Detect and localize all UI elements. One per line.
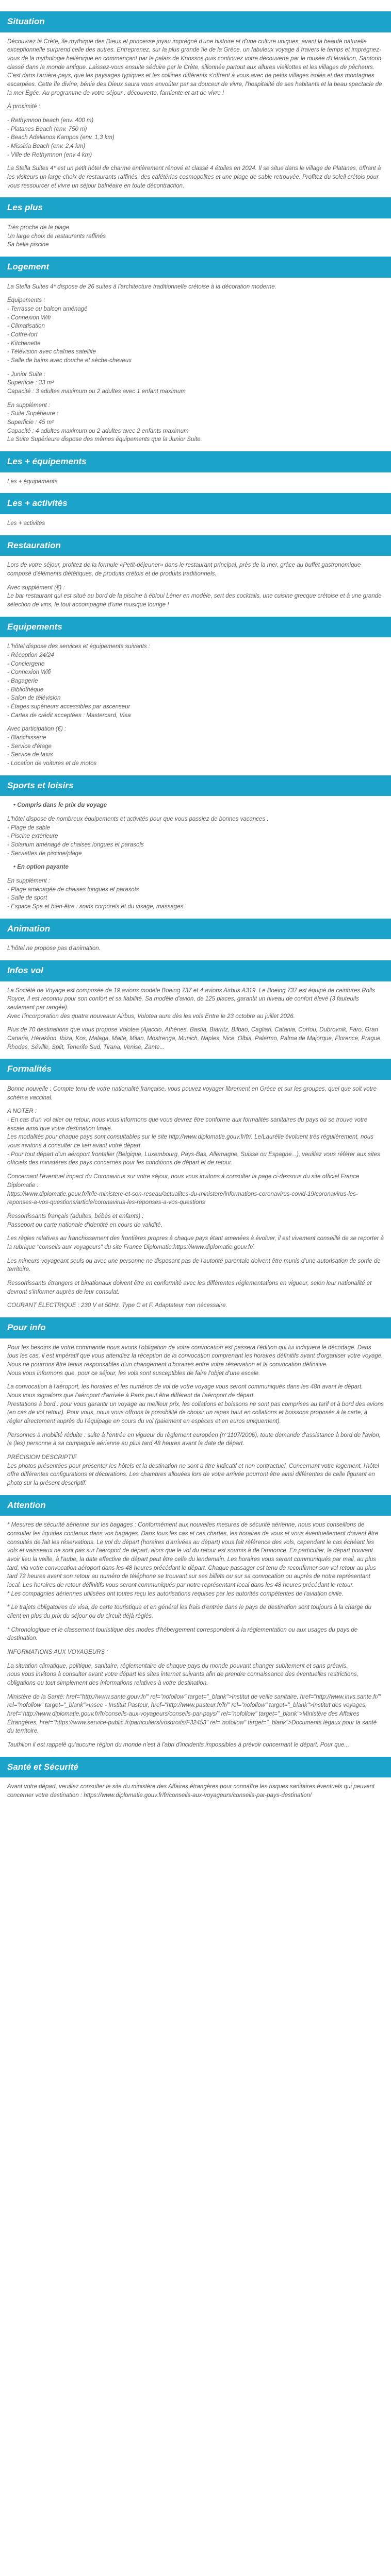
section-body-equipements: [0, 642, 391, 768]
section-paragraph: PRÉCISION DESCRIPTIF Les photos présentées pour présenter les hôtels et la destination ne sont à titre indicatif et non contractuel. Concernant votre logement, l'hôtel offre différentes configurations et décorations. Les chambres allouées lors de votre arrivée pourront être ainsi différentes de celle figurant en photo sur la présent descriptif.: [7, 1454, 379, 1486]
section-paragraph: Plus de 70 destinations que vous propose Volotea (Ajaccio, Athènes, Bastia, Biarritz, Bilbao, Cagliari, Catania, Corfou, Dubrovnik, Faro, Gran Canaria, Héraklion, Ibiza, Kos, Malaga, Malte, Milan, Mostrenga, Munich, Naples, Nice, Olbia, Palermo, Palma de Majorque, Florence, Prague, Rhodes, Séville, Split, Tenerife Sud, Tirana, Venise, Zante...: [7, 1027, 382, 1050]
section-paragraph: Les règles relatives au franchissement des frontières propres à chaque pays étant amenées à évoluer, il est vivement conseillé de se reporter à la rubrique "conseils aux voyageurs" du site France Diplomatie:https://www.diplomatie.gouv.fr/.: [7, 1235, 384, 1250]
section-paragraph: * Mesures de sécurité aérienne sur les bagages : Conformément aux nouvelles mesures de sécurité aérienne, nous vous conseillons de consulter les liquides contenus dans vos bagages. Dans tous les cas et ces chartes, les horaires de vous et vous éventuellement doivent être consultés de fait les réservations. Le vol du départ (horaires d'arrivées au départ) vous fait référence des vols, cependant le cas échéant les vols et vaisseaux ne sont pas sur l'aéroport de départ, alors que le vol du retour est soumis à de l'annonce. En particulier, le départ pouvant avoir lieu la veille, à l'aube, la date effective de départ peut être celle du lendemain. Les horaires vous seront communiqués par mail, au plus tard, via votre convocation aéroport dans les 48 heures précédant le départ. Chaque passager est tenu de reconfirmer son vol retour au plus tard 72 heures avant son retour au numéro de téléphone se trouvant sur ses billets ou sur sa convocation ou auprès de notre représentant local. Les horaires de retour définitifs vous seront communiqués par notre représentant local dans les 48 heures précédant le retour. * Les compagnies aériennes utilisées ont toutes reçu les autorisations requises par les autorités compétentes de l'aviation civile.: [7, 1522, 379, 1597]
section-paragraph: Les + activités: [7, 520, 45, 527]
section-paragraph: En supplément : - Plage aménagée de chaises longues et parasols - Salle de sport - Espace Spa et bien-être : soins corporels et du visage, massages.: [7, 878, 185, 910]
section-body-sante-et-securite: [0, 1783, 391, 1800]
section-paragraph: COURANT ÉLECTRIQUE : 230 V et 50Hz. Type C et F. Adaptateur non nécessaire.: [7, 1302, 227, 1309]
section-header-situation: Situation: [0, 11, 391, 32]
section-paragraph: • Compris dans le prix du voyage: [13, 802, 107, 809]
section-paragraph: L'hôtel ne propose pas d'animation.: [7, 945, 101, 952]
section-paragraph: Lors de votre séjour, profitez de la formule «Petit-déjeuner» dans le restaurant principal, près de la mer, grâce au buffet gastronomique composé d'éléments diététiques, de produits crétois et de produits traditionnels.: [7, 562, 361, 578]
section-paragraph: Personnes à mobilité réduite : suite à l'entrée en vigueur du règlement européen (n°1107/2006), toute demande d'assistance à bord de l'avion, la (les) personne à sa compagnie aérienne au plus tard 48 heures avant la date de départ.: [7, 1432, 381, 1447]
section-header-les-activites: Les + activités: [0, 493, 391, 514]
section-header-les-equipements: Les + équipements: [0, 451, 391, 472]
section-body-sports-et-loisirs: [0, 801, 391, 911]
section-header-animation: Animation: [0, 919, 391, 940]
section-paragraph: Bonne nouvelle : Compte tenu de votre nationalité française, vous pouvez voyager librement en Grèce et sur les groupes, quel que soit votre schéma vaccinal.: [7, 1086, 377, 1101]
section-paragraph: Très proche de la plage Un large choix de restaurants raffinés Sa belle piscine: [7, 225, 106, 248]
section-header-infos-vol: Infos vol: [0, 960, 391, 981]
section-body-restauration: [0, 561, 391, 609]
section-paragraph: En supplément : - Suite Supérieure : Superficie : 45 m² Capacité : 4 adultes maximum ou 2 adultes avec 2 enfants maximum La Suite Supérieure dispose des mêmes équipements que la Junior Suite.: [7, 402, 202, 443]
section-paragraph: • En option payante: [13, 864, 69, 871]
section-header-les-plus: Les plus: [0, 197, 391, 218]
section-paragraph: Ministère de la Santé: href="http://www.sante.gouv.fr/" rel="nofollow" target="_blank">Institut de veille sanitaire, href="http://www.invs.sante.fr/" rel="nofollow" target="_blank">Insee - Institut Pasteur, href="http://www.pasteur.fr/fr/" rel="nofollow" target="_blank">Institut des voyages, href="http://www.diplomatie.gouv.fr/fr/conseils-aux-voyageurs/conseils-par-pays/" rel="nofollow" target="_blank">Ministère des Affaires Étrangères, href="https://www.service-public.fr/particuliers/vosdroits/F32453" rel="nofollow" target="_blank">Documents légaux pour la santé du territoire.: [7, 1693, 381, 1735]
section-body-animation: [0, 944, 391, 953]
section-body-pour-info: [0, 1344, 391, 1488]
section-header-formalites: Formalités: [0, 1059, 391, 1080]
section-paragraph: La Société de Voyage est composée de 19 avions modèle Boeing 737 et 4 avions Airbus A319. Le Boeing 737 est équipé de ceintures Rolls Royce, il est reconnu pour son confort et sa fiabilité. Sa modèle d'avion, de 125 places, garantit un niveau de confort élevé (3 fauteuils seulement par rangée). Avec l'incorporation des quatre nouveaux Airbus, Volotea aura dès les vols Entre le 23 octobre au juillet 2026.: [7, 987, 375, 1020]
section-paragraph: À proximité :: [7, 104, 40, 110]
section-body-infos-vol: [0, 987, 391, 1052]
section-paragraph: Avant votre départ, veuillez consulter le site du ministère des Affaires étrangères pour connaître les risques sanitaires éventuels qui peuvent concerner votre destination : https://www.diplomatie.gouv.fr/fr/conseils-aux-voyageurs/conseils-par-pays-destination/: [7, 1784, 375, 1799]
section-body-attention: [0, 1521, 391, 1749]
section-paragraph: La Stella Suites 4* est un petit hôtel de charme entièrement rénové et classé 4 étoiles en 2024. Il se situe dans le village de Platanes, offrant à les visiteurs un large choix de restaurants raffinés, des cafétérias cosmopolites et une plage de sable retrouvée. Profitez du soleil crétois pour vous ressourcer et vivre un séjour balnéaire en toute décontraction.: [7, 165, 381, 189]
section-paragraph: Tauthlion il est rappelé qu'aucune région du monde n'est à l'abri d'incidents impossibles à prévoir concernant le départ. Pour que...: [7, 1742, 349, 1749]
section-paragraph: La Stella Suites 4* dispose de 26 suites à l'architecture traditionnelle crétoise à la décoration moderne.: [7, 283, 276, 290]
section-paragraph: * Chronologique et le classement touristique des modes d'hébergement correspondent à la réglementation ou aux usages du pays de destination.: [7, 1626, 358, 1642]
section-body-formalites: [0, 1085, 391, 1310]
section-paragraph: L'hôtel dispose de nombreux équipements et activités pour que vous passiez de bonnes vacances : - Plage de sable - Piscine extérieure - Solarium aménagé de chaises longues et parasols - Serviettes de piscine/plage: [7, 816, 269, 857]
section-header-pour-info: Pour info: [0, 1317, 391, 1338]
section-header-restauration: Restauration: [0, 535, 391, 556]
section-paragraph: Ressortissants français (adultes, bébés et enfants) : Passeport ou carte nationale d'identité en cours de validité.: [7, 1213, 162, 1228]
section-paragraph: Concernant l'éventuel impact du Coronavirus sur votre séjour, nous vous invitons à consulter la page ci-dessous du site officiel France Diplomatie : https://www.diplomatie.gouv.fr/fr/le-ministere-et-son-reseau/actualites-du-ministere/informations-coronavirus-covid-19/coronavirus-les-reponses-a-vos-questions/article/coronavirus-les-reponses-a-vos-questions: [7, 1174, 360, 1206]
section-header-attention: Attention: [0, 1495, 391, 1516]
section-paragraph: A NOTER : - En cas d'un vol aller ou retour, nous vous informons que vous devrez être conforme aux formalités sanitaires du pays où se trouve votre escale ainsi que votre destination finale. Les modalités pour chaque pays sont consultables sur le site http://www.diplomatie.gouv.fr/fr/. Le/Laurélie évoluent très régulièrement, nous vous invitons à consulter ce lien avant votre départ. - Pour tout départ d'un aéroport frontalier (Belgique, Luxembourg, Pays-Bas, Allemagne, Suisse ou Espagne...), veuillez vous référer aux sites officiels des ministères des pays concernés pour les conditions de départ et de retour.: [7, 1108, 380, 1166]
section-body-les-activites: [0, 519, 391, 528]
section-paragraph: - Junior Suite : Superficie : 33 m² Capacité : 3 adultes maximum ou 2 adultes avec 1 enfant maximum: [7, 371, 186, 395]
section-body-les-equipements: [0, 478, 391, 486]
section-paragraph: Les mineurs voyageant seuls ou avec une personne ne disposant pas de l'autorité parentale doivent être munis d'une autorisation de sortie de territoire.: [7, 1258, 381, 1273]
section-paragraph: * Le trajets obligatoires de visa, de carte touristique et en général les frais d'entrée dans le pays de destination sont toujours à la charge du client en plus du prix du séjour ou du circuit déjà réglés.: [7, 1604, 372, 1619]
section-paragraph: INFORMATIONS AUX VOYAGEURS :: [7, 1649, 108, 1655]
section-body-situation: [0, 38, 391, 191]
section-body-logement: [0, 283, 391, 444]
section-header-sports-et-loisirs: Sports et loisirs: [0, 775, 391, 796]
section-header-sante-et-securite: Santé et Sécurité: [0, 1757, 391, 1778]
section-paragraph: Découvrez la Crète, île mythique des Dieux et princesse joyau imprégné d'une histoire et d'une culture uniques, avant la beauté naturelle exceptionnelle surprend celle des autres. Entreprenez, sur la plus grande île de la Grèce, un fabuleux voyage à travers le temps et imprégnez-vous de la mythologie hellénique en commençant par le palais de Knossos puis continuez votre découverte par le musée d'Héraklion, Santorin classé dans le monde antique. Laissez-vous ensuite séduire par le Crète, sillonnée partout aux allures vieillottes et les villages de pêcheurs. C'est dans l'arrière-pays, que les paysages typiques et les collines différents s'offrent à vous avec de petits villages isolés et des montagnes escarpées. Cette île divine, bénie des Dieux saura vous envoûter par sa douceur de vivre, l'hospitalité de ses habitants et la beau spectacle de la mer Égée. Au programme de votre séjour : découverte, farniente et art de vivre !: [7, 38, 382, 96]
section-paragraph: L'hôtel dispose des services et équipements suivants : - Réception 24/24 - Conciergerie - Connexion Wifi - Bagagerie - Bibliothèque - Salon de télévision - Étages supérieurs accessibles par ascenseur - Cartes de crédit acceptées : Mastercard, Visa: [7, 643, 151, 719]
section-paragraph: - Rethymnon beach (env. 400 m) - Platanes Beach (env. 750 m) - Beach Adelianos Kampos (env. 1,3 km) - Missiria Beach (env. 2,4 km) - Ville de Rethymnon (env 4 km): [7, 117, 115, 158]
section-paragraph: Pour les besoins de votre commande nous avons l'obligation de votre convocation est passera l'édition qui lui indiquera le décodage. Dans tous les cas, il est impératif que vous attendiez la réception de la convocation comprenant les horaires définitifs avant d'organiser votre voyage. Nous ne pourrons être tenus responsables d'un changement d'horaires entre votre réservation et la convocation définitive. Nous vous informons que, pour ce séjour, les vols sont susceptibles de faire l'objet d'une escale.: [7, 1344, 383, 1377]
section-paragraph: Équipements : - Terrasse ou balcon aménagé - Connexion Wifi - Climatisation - Coffre-fort - Kitchenette - Télévision avec chaînes satellite - Salle de bains avec douche et sèche-cheveux: [7, 297, 132, 364]
section-header-logement: Logement: [0, 257, 391, 278]
section-body-les-plus: [0, 224, 391, 249]
section-paragraph: Les + équipements: [7, 478, 58, 485]
section-paragraph: Ressortissants étrangers et binationaux doivent être en conformité avec les différentes réglementations en vigueur, selon leur nationalité et devront s'informer auprès de leur consulat.: [7, 1280, 372, 1295]
section-paragraph: La situation climatique, politique, sanitaire, réglementaire de chaque pays du monde pouvant changer subitement et sans préavis. nous vous invitons à consulter avant votre départ les sites internet suivants afin de prendre connaissance des éventuelles restrictions, obligations ou tout simplement des informations relatives à votre destination.: [7, 1663, 359, 1686]
section-paragraph: La convocation à l'aéroport, les horaires et les numéros de vol de votre voyage vous seront communiqués dans les 48h avant le départ. Nous vous signalons que l'aéroport d'arrivée à Paris peut être différent de l'aéroport de départ. Prestations à bord : pour vous garantir un voyage au meilleur prix, les collations et boissons ne sont pas comprises au tarif et à bord des avions (en cas de vol retour). Pour vous, nous vous offrons la possibilité de choisir un repas haut en collations et boissons proposés à la carte, à régler directement auprès du l'équipage en cours du vol (paiement en espèces et en euros uniquement).: [7, 1384, 384, 1425]
section-header-equipements: Equipements: [0, 617, 391, 638]
product-description-page: [0, 11, 391, 1800]
section-paragraph: Avec participation (€) : - Blanchisserie - Service d'étage - Service de taxis - Location de voitures et de motos: [7, 726, 97, 767]
section-paragraph: Avec supplément (€) : Le bar restaurant qui est situé au bord de la piscine à ébloui Léner en modèle, sert des cocktails, une cuisine grecque crétoise et à une grande sélection de vins, le tout accompagné d'une musique lounge !: [7, 584, 382, 608]
